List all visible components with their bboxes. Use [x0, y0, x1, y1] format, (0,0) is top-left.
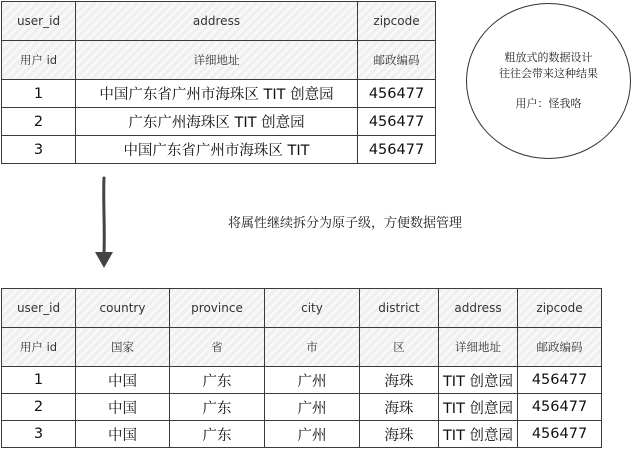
sub-header-cell: 邮政编码: [518, 328, 602, 367]
caption: 将属性继续拆分为原子级，方便数据管理: [228, 216, 463, 231]
sub-header-cell: 邮政编码: [358, 41, 436, 80]
table-cell: 456477: [518, 367, 602, 394]
table-cell: 456477: [518, 421, 602, 448]
note-line: 粗放式的数据设计: [504, 51, 593, 64]
sub-header-cell: 用户 id: [2, 328, 76, 367]
sub-header-cell: 省: [170, 328, 265, 367]
table-cell: 中国: [76, 367, 170, 394]
header-cell: user_id: [2, 289, 76, 328]
sub-header-cell: 详细地址: [439, 328, 518, 367]
address-table-after: [1, 288, 602, 448]
header-row: [2, 2, 436, 41]
sub-header-cell: 国家: [76, 328, 170, 367]
table-cell: 456477: [358, 136, 436, 164]
table-row: [2, 421, 602, 448]
note-bubble: [466, 3, 631, 159]
table-cell: 广东: [170, 367, 265, 394]
table-cell: 1: [2, 80, 76, 108]
table-row: [2, 80, 436, 108]
table-cell: 海珠: [360, 367, 439, 394]
note-line: 用户：怪我咯: [515, 97, 582, 110]
header-cell: address: [439, 289, 518, 328]
table-row: [2, 108, 436, 136]
table-cell: 1: [2, 367, 76, 394]
table-cell: 广州: [265, 421, 360, 448]
table-cell: 广东: [170, 421, 265, 448]
header-cell: user_id: [2, 2, 76, 41]
header-cell: zipcode: [518, 289, 602, 328]
address-table-before: [1, 1, 436, 164]
sub-header-cell: 详细地址: [76, 41, 358, 80]
table-row: [2, 394, 602, 421]
header-cell: district: [360, 289, 439, 328]
table-cell: TIT 创意园: [439, 421, 518, 448]
table-cell: 2: [2, 394, 76, 421]
table-cell: 456477: [518, 394, 602, 421]
table-cell: 海珠: [360, 394, 439, 421]
table-cell: 3: [2, 421, 76, 448]
table-row: [2, 136, 436, 164]
table-cell: 456477: [358, 108, 436, 136]
header-cell: zipcode: [358, 2, 436, 41]
sub-header-cell: 区: [360, 328, 439, 367]
table-cell: 456477: [358, 80, 436, 108]
table-cell: 中国广东省广州市海珠区 TIT: [76, 136, 358, 164]
header-cell: country: [76, 289, 170, 328]
sub-header-row: [2, 328, 602, 367]
table-cell: 2: [2, 108, 76, 136]
down-arrow-icon: [92, 176, 116, 270]
table-cell: 中国: [76, 421, 170, 448]
header-cell: address: [76, 2, 358, 41]
table-cell: 中国: [76, 394, 170, 421]
note-line: 往往会带来这种结果: [499, 67, 598, 80]
header-cell: city: [265, 289, 360, 328]
header-row: [2, 289, 602, 328]
table-cell: 广东广州海珠区 TIT 创意园: [76, 108, 358, 136]
sub-header-row: [2, 41, 436, 80]
table-cell: 中国广东省广州市海珠区 TIT 创意园: [76, 80, 358, 108]
table-cell: 海珠: [360, 421, 439, 448]
table-cell: 广东: [170, 394, 265, 421]
table-cell: 广州: [265, 367, 360, 394]
table-cell: 广州: [265, 394, 360, 421]
table-row: [2, 367, 602, 394]
table-cell: TIT 创意园: [439, 394, 518, 421]
sub-header-cell: 用户 id: [2, 41, 76, 80]
table-cell: TIT 创意园: [439, 367, 518, 394]
sub-header-cell: 市: [265, 328, 360, 367]
table-cell: 3: [2, 136, 76, 164]
header-cell: province: [170, 289, 265, 328]
